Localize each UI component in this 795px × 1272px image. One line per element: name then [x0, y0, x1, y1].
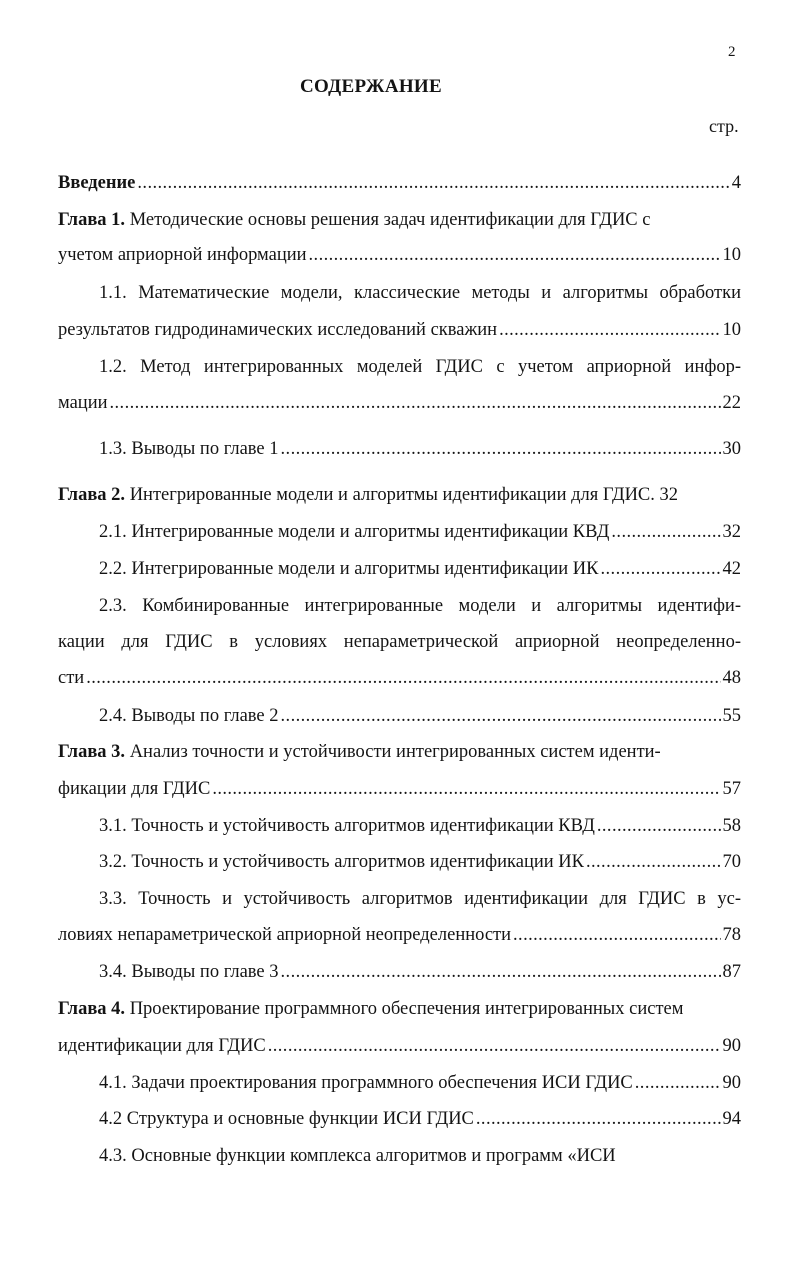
toc-entry-text: результатов гидродинамических исследований скважин — [58, 320, 498, 340]
toc-page: 22 — [722, 393, 741, 413]
toc-page: 30 — [722, 439, 741, 459]
toc-entry-text: Интегрированные модели и алгоритмы идентификации для ГДИС. 32 — [125, 485, 679, 505]
toc-entry-text: 2.2. Интегрированные модели и алгоритмы идентификации ИК — [99, 559, 599, 579]
toc-entry-text: фикации для ГДИС — [58, 779, 211, 799]
toc-entry-2-2[interactable] — [99, 557, 741, 581]
toc-entry-text: 3.2. Точность и устойчивость алгоритмов идентификации ИК — [99, 852, 584, 872]
toc-entry-bold: Глава 4. — [58, 999, 126, 1019]
toc-entry-text: 2.3. Комбинированные интегрированные модели и алгоритмы идентифи- — [99, 596, 741, 616]
toc-entry-text: 1.3. Выводы по главе 1 — [99, 439, 279, 459]
toc-entry-4-3[interactable] — [99, 1144, 741, 1168]
toc-entry-text: 4.1. Задачи проектирования программного обеспечения ИСИ ГДИС — [99, 1073, 633, 1093]
toc-page: 48 — [722, 668, 741, 688]
toc-entry-introduction[interactable] — [58, 171, 741, 195]
toc-entry-text: Анализ точности и устойчивости интегрированных систем иденти- — [125, 742, 661, 762]
toc-page: 90 — [722, 1073, 741, 1093]
toc-entry-1-2[interactable] — [99, 355, 741, 379]
toc-entry-4-1[interactable] — [99, 1071, 741, 1095]
toc-entry-3-2[interactable] — [99, 850, 741, 874]
page-column-label: стр. — [709, 116, 739, 136]
toc-entry-text: 3.4. Выводы по главе 3 — [99, 962, 279, 982]
toc-entry-1-1[interactable] — [99, 281, 741, 305]
toc-entry-2-4[interactable] — [99, 704, 741, 728]
toc-entry-text: учетом априорной информации — [58, 245, 307, 265]
toc-entry-text: 2.4. Выводы по главе 2 — [99, 706, 279, 726]
toc-entry-chapter-1-cont[interactable] — [58, 243, 741, 267]
toc-page: 87 — [722, 962, 741, 982]
leader-dots — [281, 437, 721, 461]
leader-dots — [635, 1071, 721, 1095]
leader-dots — [611, 520, 720, 544]
toc-entry-text: Проектирование программного обеспечения интегрированных систем — [125, 999, 684, 1019]
toc-page: 78 — [722, 925, 741, 945]
leader-dots — [476, 1107, 721, 1131]
toc-entry-bold: Глава 3. — [58, 742, 126, 762]
toc-entry-1-2-cont[interactable] — [58, 391, 741, 415]
toc-entry-2-3-cont[interactable] — [58, 630, 741, 654]
toc-entry-text: 1.2. Метод интегрированных моделей ГДИС с учетом априорной инфор- — [99, 357, 741, 377]
toc-entry-text: мации — [58, 393, 108, 413]
toc-entry-1-3[interactable] — [99, 437, 741, 461]
toc-entry-chapter-3-cont[interactable] — [58, 777, 741, 801]
toc-entry-text: 3.3. Точность и устойчивость алгоритмов идентификации для ГДИС в ус- — [99, 889, 741, 909]
toc-entry-2-3[interactable] — [99, 594, 741, 618]
toc-page: 58 — [722, 816, 741, 836]
toc-page: 94 — [722, 1109, 741, 1129]
toc-entry-chapter-2[interactable] — [58, 483, 741, 507]
toc-entry-text: 4.2 Структура и основные функции ИСИ ГДИС — [99, 1109, 474, 1129]
leader-dots — [309, 243, 721, 267]
toc-entry-bold: Глава 2. — [58, 485, 126, 505]
toc-entry-text: 2.1. Интегрированные модели и алгоритмы идентификации КВД — [99, 522, 610, 542]
toc-entry-chapter-4[interactable] — [58, 997, 741, 1021]
leader-dots — [586, 850, 721, 874]
toc-entry-3-3[interactable] — [99, 887, 741, 911]
leader-dots — [513, 923, 720, 947]
toc-page: 42 — [722, 559, 741, 579]
toc-entry-bold: Глава 1. — [58, 210, 126, 230]
leader-dots — [212, 777, 720, 801]
toc-entry-chapter-3[interactable] — [58, 740, 741, 764]
document-title: СОДЕРЖАНИЕ — [300, 76, 442, 97]
toc-entry-4-2[interactable] — [99, 1107, 741, 1131]
toc-entry-chapter-1[interactable] — [58, 208, 741, 232]
toc-entry-3-3-cont[interactable] — [58, 923, 741, 947]
page-number: 2 — [728, 44, 736, 60]
leader-dots — [110, 391, 721, 415]
toc-entry-text: кации для ГДИС в условиях непараметрической априорной неопределенно- — [58, 632, 741, 652]
toc-page: 55 — [722, 706, 741, 726]
toc-entry-text: 1.1. Математические модели, классические методы и алгоритмы обработки — [99, 283, 741, 303]
toc-entry-text: 3.1. Точность и устойчивость алгоритмов идентификации КВД — [99, 816, 595, 836]
toc-entry-3-4[interactable] — [99, 960, 741, 984]
toc-page: 4 — [731, 173, 741, 193]
leader-dots — [137, 171, 729, 195]
toc-page: 10 — [722, 320, 741, 340]
leader-dots — [597, 814, 721, 838]
toc-page: 70 — [722, 852, 741, 872]
toc-entry-1-1-cont[interactable] — [58, 318, 741, 342]
toc-page: 57 — [722, 779, 741, 799]
toc-page: 32 — [722, 522, 741, 542]
toc-entry-text: ловиях непараметрической априорной неопределенности — [58, 925, 512, 945]
leader-dots — [281, 960, 721, 984]
toc-entry-2-1[interactable] — [99, 520, 741, 544]
toc-entry-text: 4.3. Основные функции комплекса алгоритмов и программ «ИСИ — [99, 1146, 616, 1166]
toc-entry-chapter-4-cont[interactable] — [58, 1034, 741, 1058]
leader-dots — [281, 704, 721, 728]
toc-entry-text: идентификации для ГДИС — [58, 1036, 266, 1056]
toc-entry-bold: Введение — [58, 173, 136, 193]
toc-entry-2-3-cont2[interactable] — [58, 666, 741, 690]
leader-dots — [601, 557, 721, 581]
leader-dots — [86, 666, 720, 690]
toc-entry-3-1[interactable] — [99, 814, 741, 838]
toc-page: 90 — [722, 1036, 741, 1056]
toc-entry-text: сти — [58, 668, 85, 688]
toc-entry-text: Методические основы решения задач идентификации для ГДИС с — [125, 210, 651, 230]
leader-dots — [268, 1034, 721, 1058]
leader-dots — [499, 318, 720, 342]
toc-page: 10 — [722, 245, 741, 265]
